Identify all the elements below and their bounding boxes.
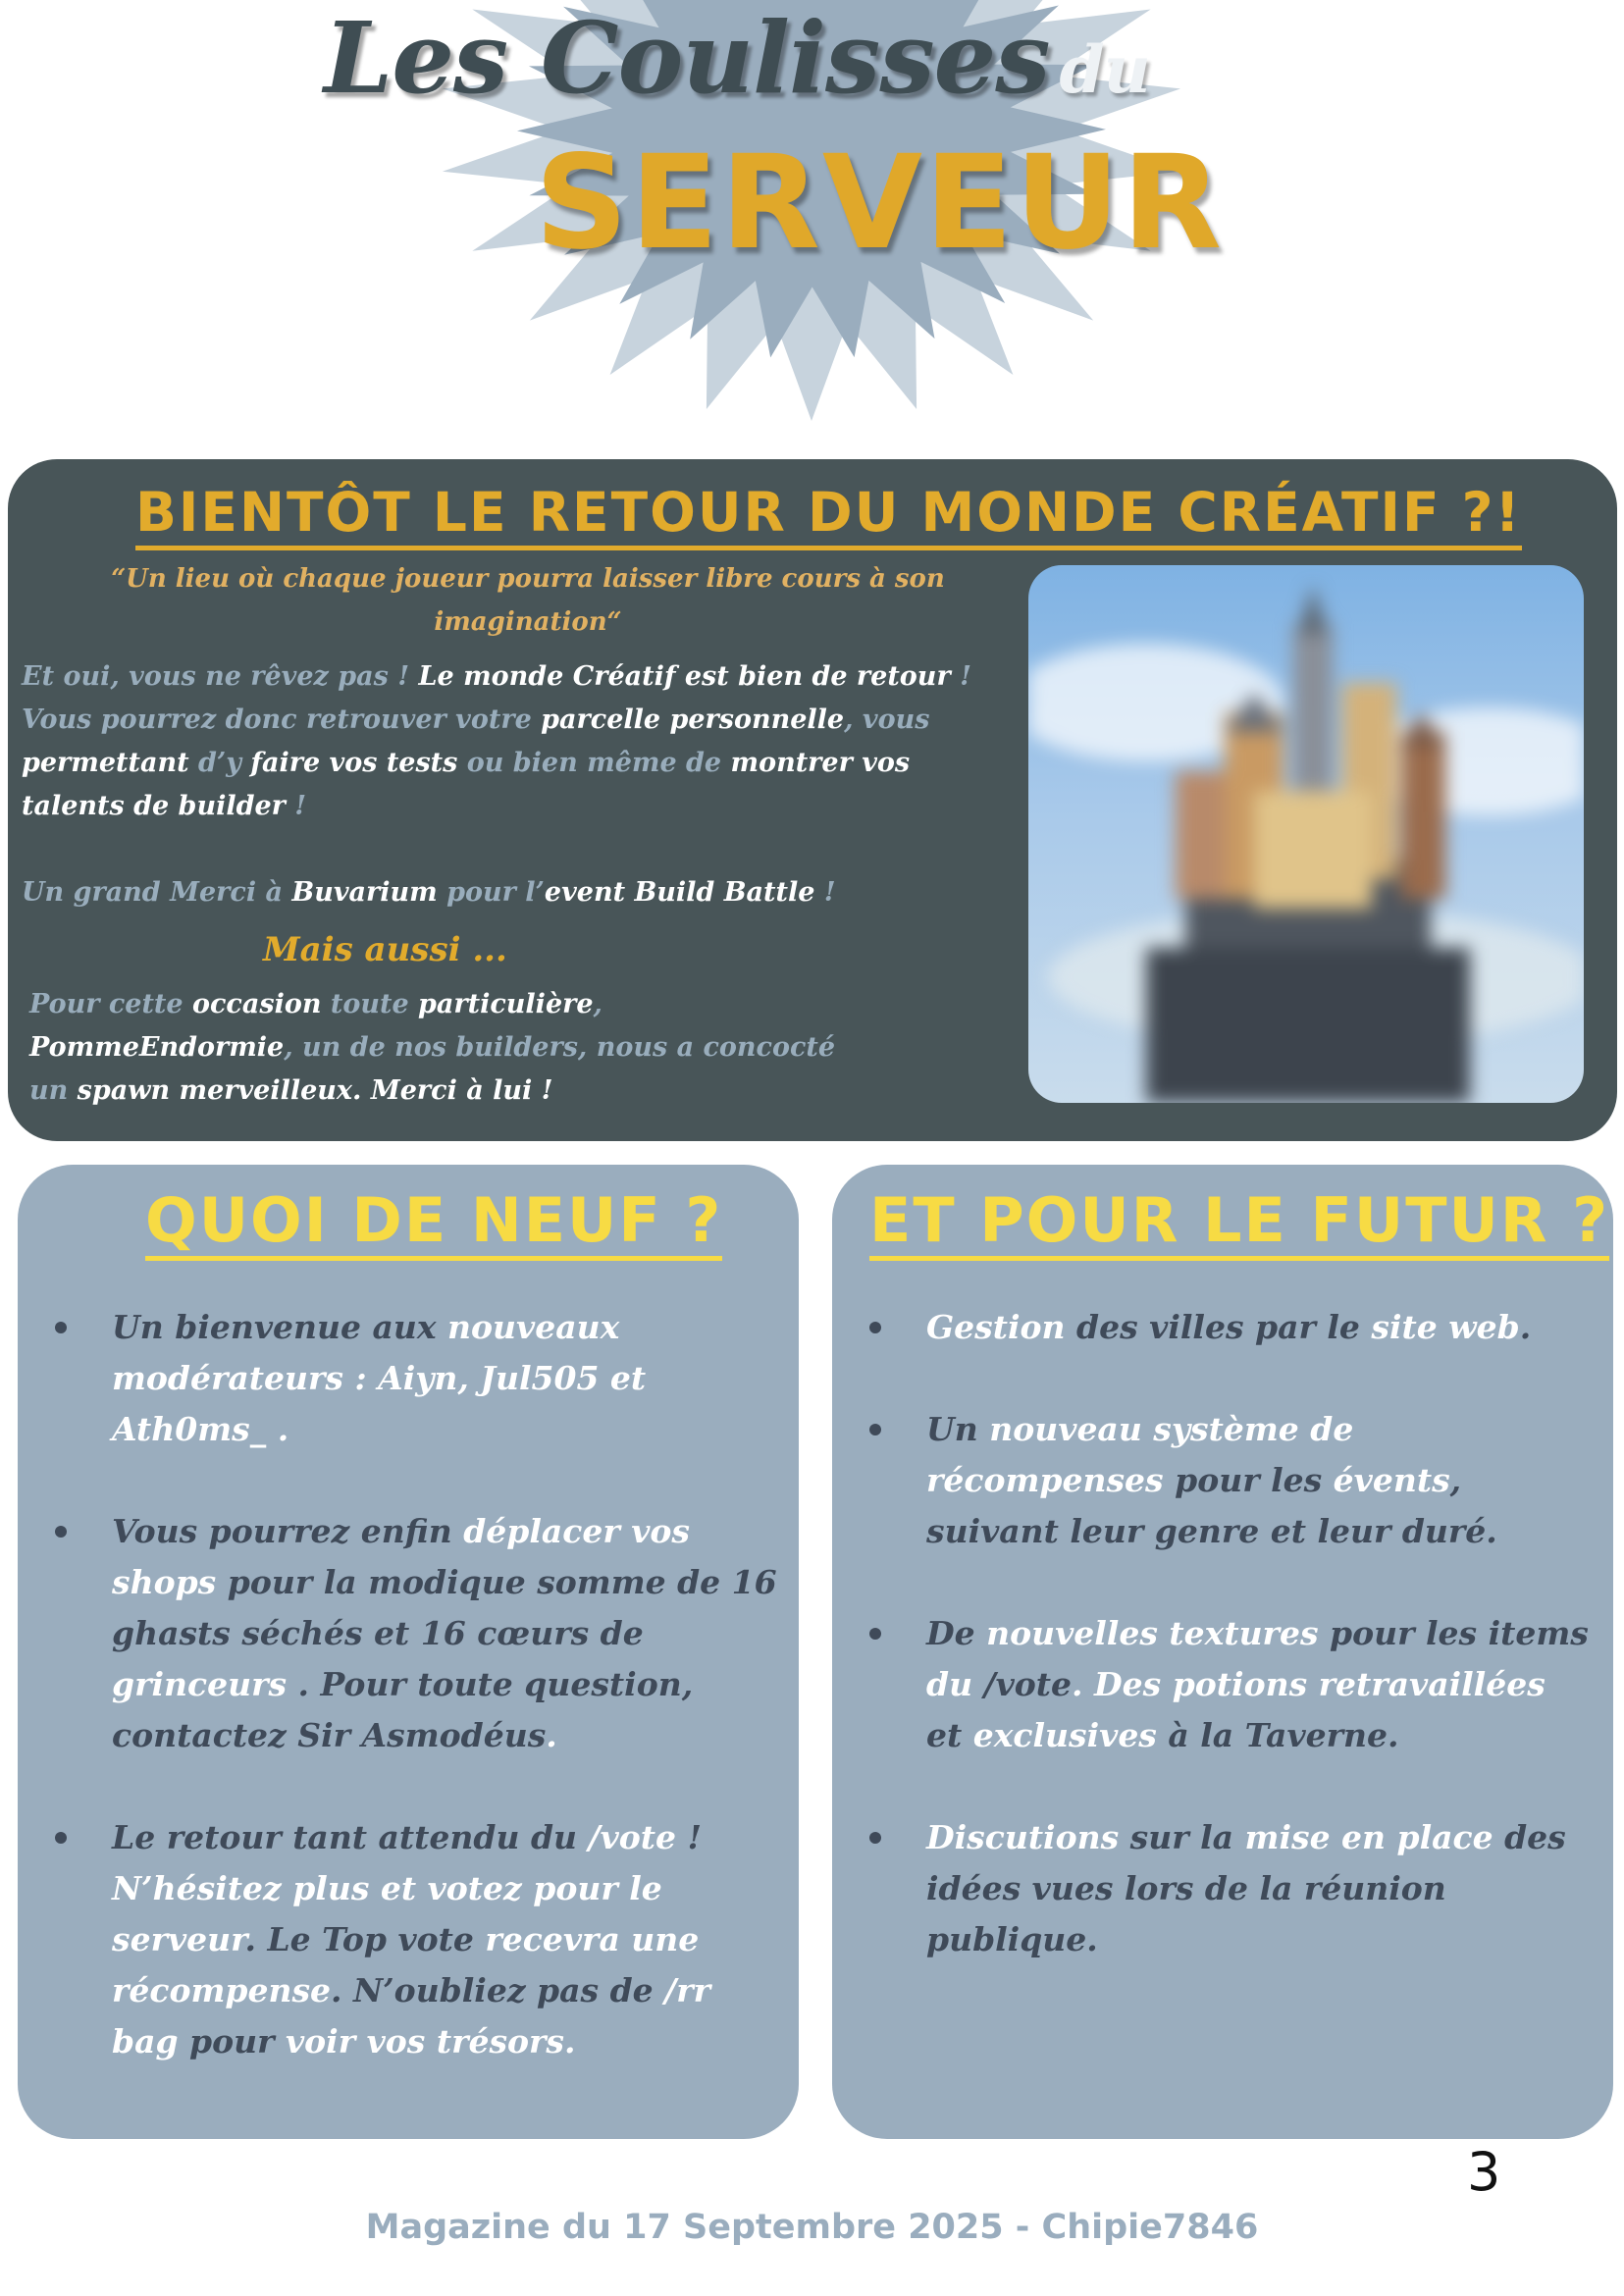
header-subtitle: SERVEUR [535, 128, 1225, 279]
bullet-icon [55, 1832, 67, 1844]
header-title [324, 0, 1305, 116]
creative-title: BIENTÔT LE RETOUR DU MONDE CRÉATIF ?! [135, 481, 1522, 550]
creative-quote: “Un lieu où chaque joueur pourra laisser libre cours à son imagination“ [111, 564, 945, 637]
bullet-icon [869, 1424, 881, 1435]
header-title-du: du [1059, 31, 1150, 108]
quoi-list [51, 1302, 777, 2118]
list-item: Le retour tant attendu du /vote ! N’hésitez plus et votez pour le serveur. Le Top vote recevra une récompense. N’oubliez pas de /rr bag pour voir vos trésors. [51, 1812, 777, 2067]
card-quoi-de-neuf [18, 1165, 799, 2139]
card-futur [832, 1165, 1613, 2139]
list-item: Vous pourrez enfin déplacer vos shops pour la modique somme de 16 ghasts séchés et 16 cœurs de grinceurs . Pour toute question, contactez Sir Asmodéus. [51, 1506, 777, 1761]
list-item: Gestion des villes par le site web. [865, 1302, 1592, 1353]
page-number: 3 [1467, 2141, 1501, 2203]
bullet-icon [55, 1322, 67, 1333]
list-item: Un bienvenue aux nouveaux modérateurs : Aiyn, Jul505 et Ath0ms_ . [51, 1302, 777, 1455]
bullet-icon [55, 1526, 67, 1538]
creative-thanks: Un grand Merci à Buvarium pour l’event Build Battle ! [22, 877, 836, 908]
bullet-icon [869, 1322, 881, 1333]
futur-list [865, 1302, 1592, 2016]
list-item: Un nouveau système de récompenses pour les évents, suivant leur genre et leur duré. [865, 1404, 1592, 1557]
creative-aussi: Mais aussi ... [263, 930, 507, 969]
creative-section [8, 459, 1617, 1141]
header-title-main: Les Coulisses [324, 0, 1050, 116]
list-item: Discutions sur la mise en place des idées vues lors de la réunion publique. [865, 1812, 1592, 1965]
castle-image [1028, 565, 1584, 1103]
creative-spawn: Pour cette occasion toute particulière, PommeEndormie, un de nos builders, nous a concocté un spawn merveilleux. Merci à lui ! [29, 989, 836, 1106]
card-quoi-title: QUOI DE NEUF ? [145, 1184, 722, 1261]
bullet-icon [869, 1628, 881, 1640]
list-item: De nouvelles textures pour les items du /vote. Des potions retravaillées et exclusives à la Taverne. [865, 1608, 1592, 1761]
creative-paragraph: Et oui, vous ne rêvez pas ! Le monde Créatif est bien de retour ! Vous pourrez donc retrouver votre parcelle personnelle, vous permettant d’y faire vos tests ou bien même de montrer vos talents de builder ! [22, 661, 971, 821]
footer-credit: Magazine du 17 Septembre 2025 - Chipie7846 [365, 2208, 1259, 2247]
card-futur-title: ET POUR LE FUTUR ? [869, 1184, 1609, 1261]
bullet-icon [869, 1832, 881, 1844]
